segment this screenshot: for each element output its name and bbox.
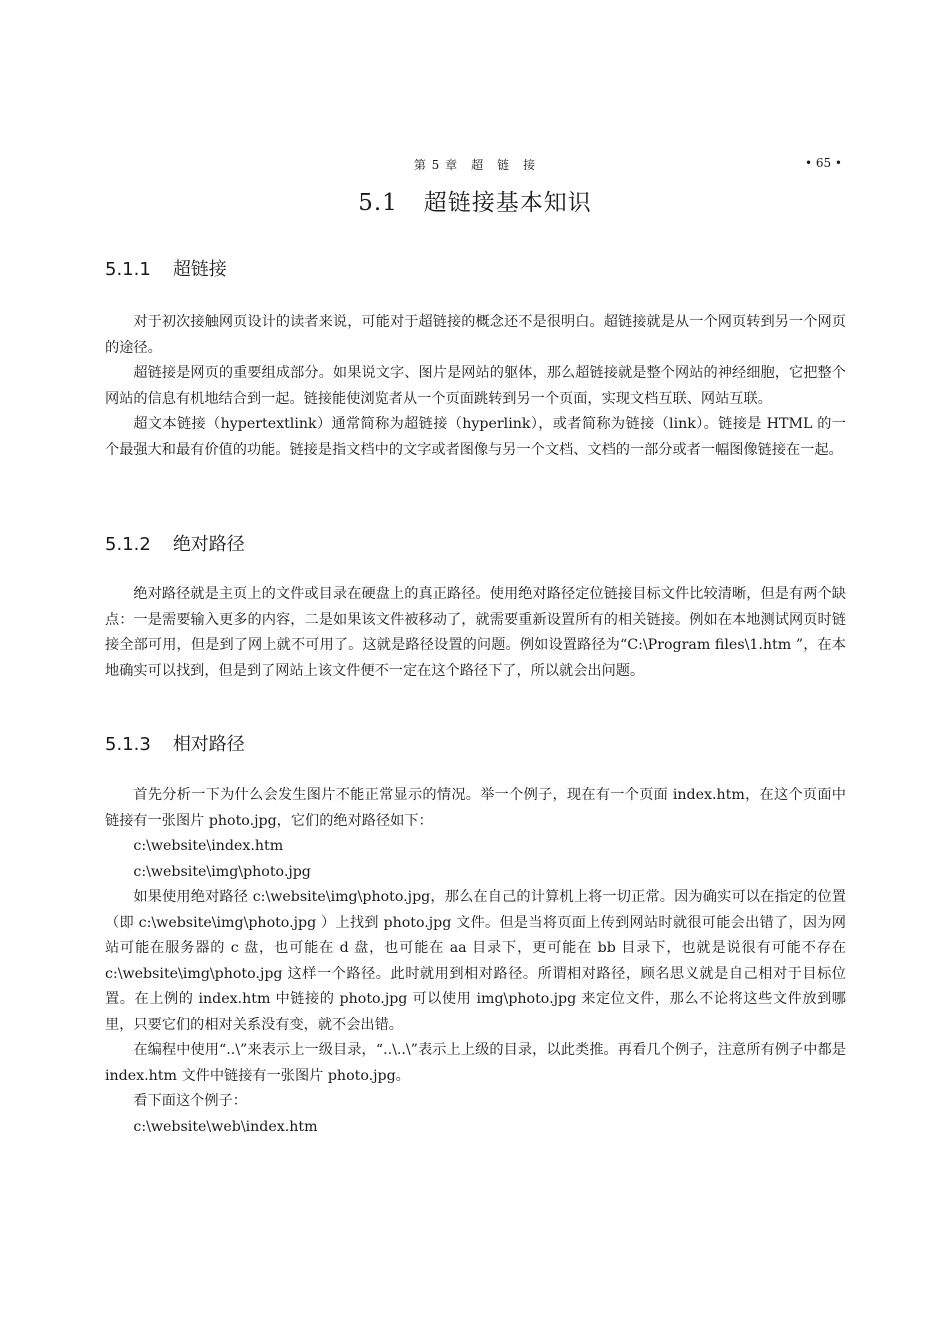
subsection-title: 相对路径 [172, 734, 245, 755]
subsection-heading-5-1-3 [105, 730, 245, 756]
paragraph: 首先分析一下为什么会发生图片不能正常显示的情况。举一个例子，现在有一个页面 index.htm，在这个页面中链接有一张图片 photo.jpg，它们的绝对路径如下： [105, 787, 846, 829]
subsection-body-5-1-3 [105, 783, 846, 1140]
paragraph: 看下面这个例子： [133, 1093, 247, 1109]
paragraph: 如果使用绝对路径 c:\website\img\photo.jpg，那么在自己的计算机上将一切正常。因为确实可以在指定的位置（即 c:\website\img\photo.jpg ）上找到 photo.jpg 文件。但是当将页面上传到网站时就很可能会出错了，因为网站可能在服务器的 c 盘，也可能在 d 盘，也可能在 aa 目录下，更可能在 bb 目录下，也就是说很有可能不存在 c:\website\img\photo.jpg 这样一个路径。此时就用到相对路径。所谓相对路径，顾名思义就是自己相对于目标位置。在上例的 index.htm 中链接的 photo.jpg 可以使用 img\photo.jpg 来定位文件，那么不论将这些文件放到哪里，只要它们的相对关系没有变，就不会出错。 [105, 889, 846, 1033]
subsection-body-5-1-2 [105, 582, 846, 684]
paragraph: 在编程中使用“..\”来表示上一级目录，“..\..\”表示上上级的目录，以此类推。再看几个例子，注意所有例子中都是 index.htm 文件中链接有一张图片 photo.jpg。 [105, 1042, 846, 1084]
subsection-body-5-1-1 [105, 310, 846, 463]
page-header [0, 154, 950, 174]
paragraph: 超链接是网页的重要组成部分。如果说文字、图片是网站的躯体，那么超链接就是整个网站的神经细胞，它把整个网站的信息有机地结合到一起。链接能使浏览者从一个页面跳转到另一个页面，实现文档互联、网站互联。 [105, 365, 846, 407]
subsection-title: 超链接 [172, 259, 227, 280]
paragraph: 绝对路径就是主页上的文件或目录在硬盘上的真正路径。使用绝对路径定位链接目标文件比较清晰，但是有两个缺点：一是需要输入更多的内容，二是如果该文件被移动了，就需要重新设置所有的相关链接。例如在本地测试网页时链接全部可用，但是到了网上就不可用了。这就是路径设置的问题。例如设置路径为“C:\Program files\1.htm ”，在本地确实可以找到，但是到了网站上该文件便不一定在这个路径下了，所以就会出问题。 [105, 586, 846, 679]
path-example: c:\website\img\photo.jpg [133, 863, 311, 880]
paragraph: 超文本链接（hypertextlink）通常简称为超链接（hyperlink），或者简称为链接（link）。链接是 HTML 的一个最强大和最有价值的功能。链接是指文档中的文字或者图像与另一个文档、文档的一部分或者一幅图像链接在一起。 [105, 416, 846, 458]
subsection-number: 5.1.1 [105, 259, 151, 280]
path-example: c:\website\index.htm [133, 838, 284, 854]
subsection-heading-5-1-2 [105, 530, 245, 556]
section-title-text: 超链接基本知识 [423, 190, 592, 216]
path-example: c:\website\web\index.htm [133, 1118, 318, 1135]
subsection-number: 5.1.2 [105, 534, 151, 555]
section-title [0, 184, 950, 217]
subsection-title: 绝对路径 [172, 534, 245, 555]
paragraph: 对于初次接触网页设计的读者来说，可能对于超链接的概念还不是很明白。超链接就是从一个网页转到另一个网页的途径。 [105, 314, 846, 356]
section-number: 5.1 [358, 190, 398, 216]
subsection-heading-5-1-1 [105, 255, 227, 281]
running-title: 第 5 章 超 链 接 [413, 158, 537, 172]
subsection-number: 5.1.3 [105, 734, 151, 755]
page-number: • 65 • [804, 156, 842, 170]
